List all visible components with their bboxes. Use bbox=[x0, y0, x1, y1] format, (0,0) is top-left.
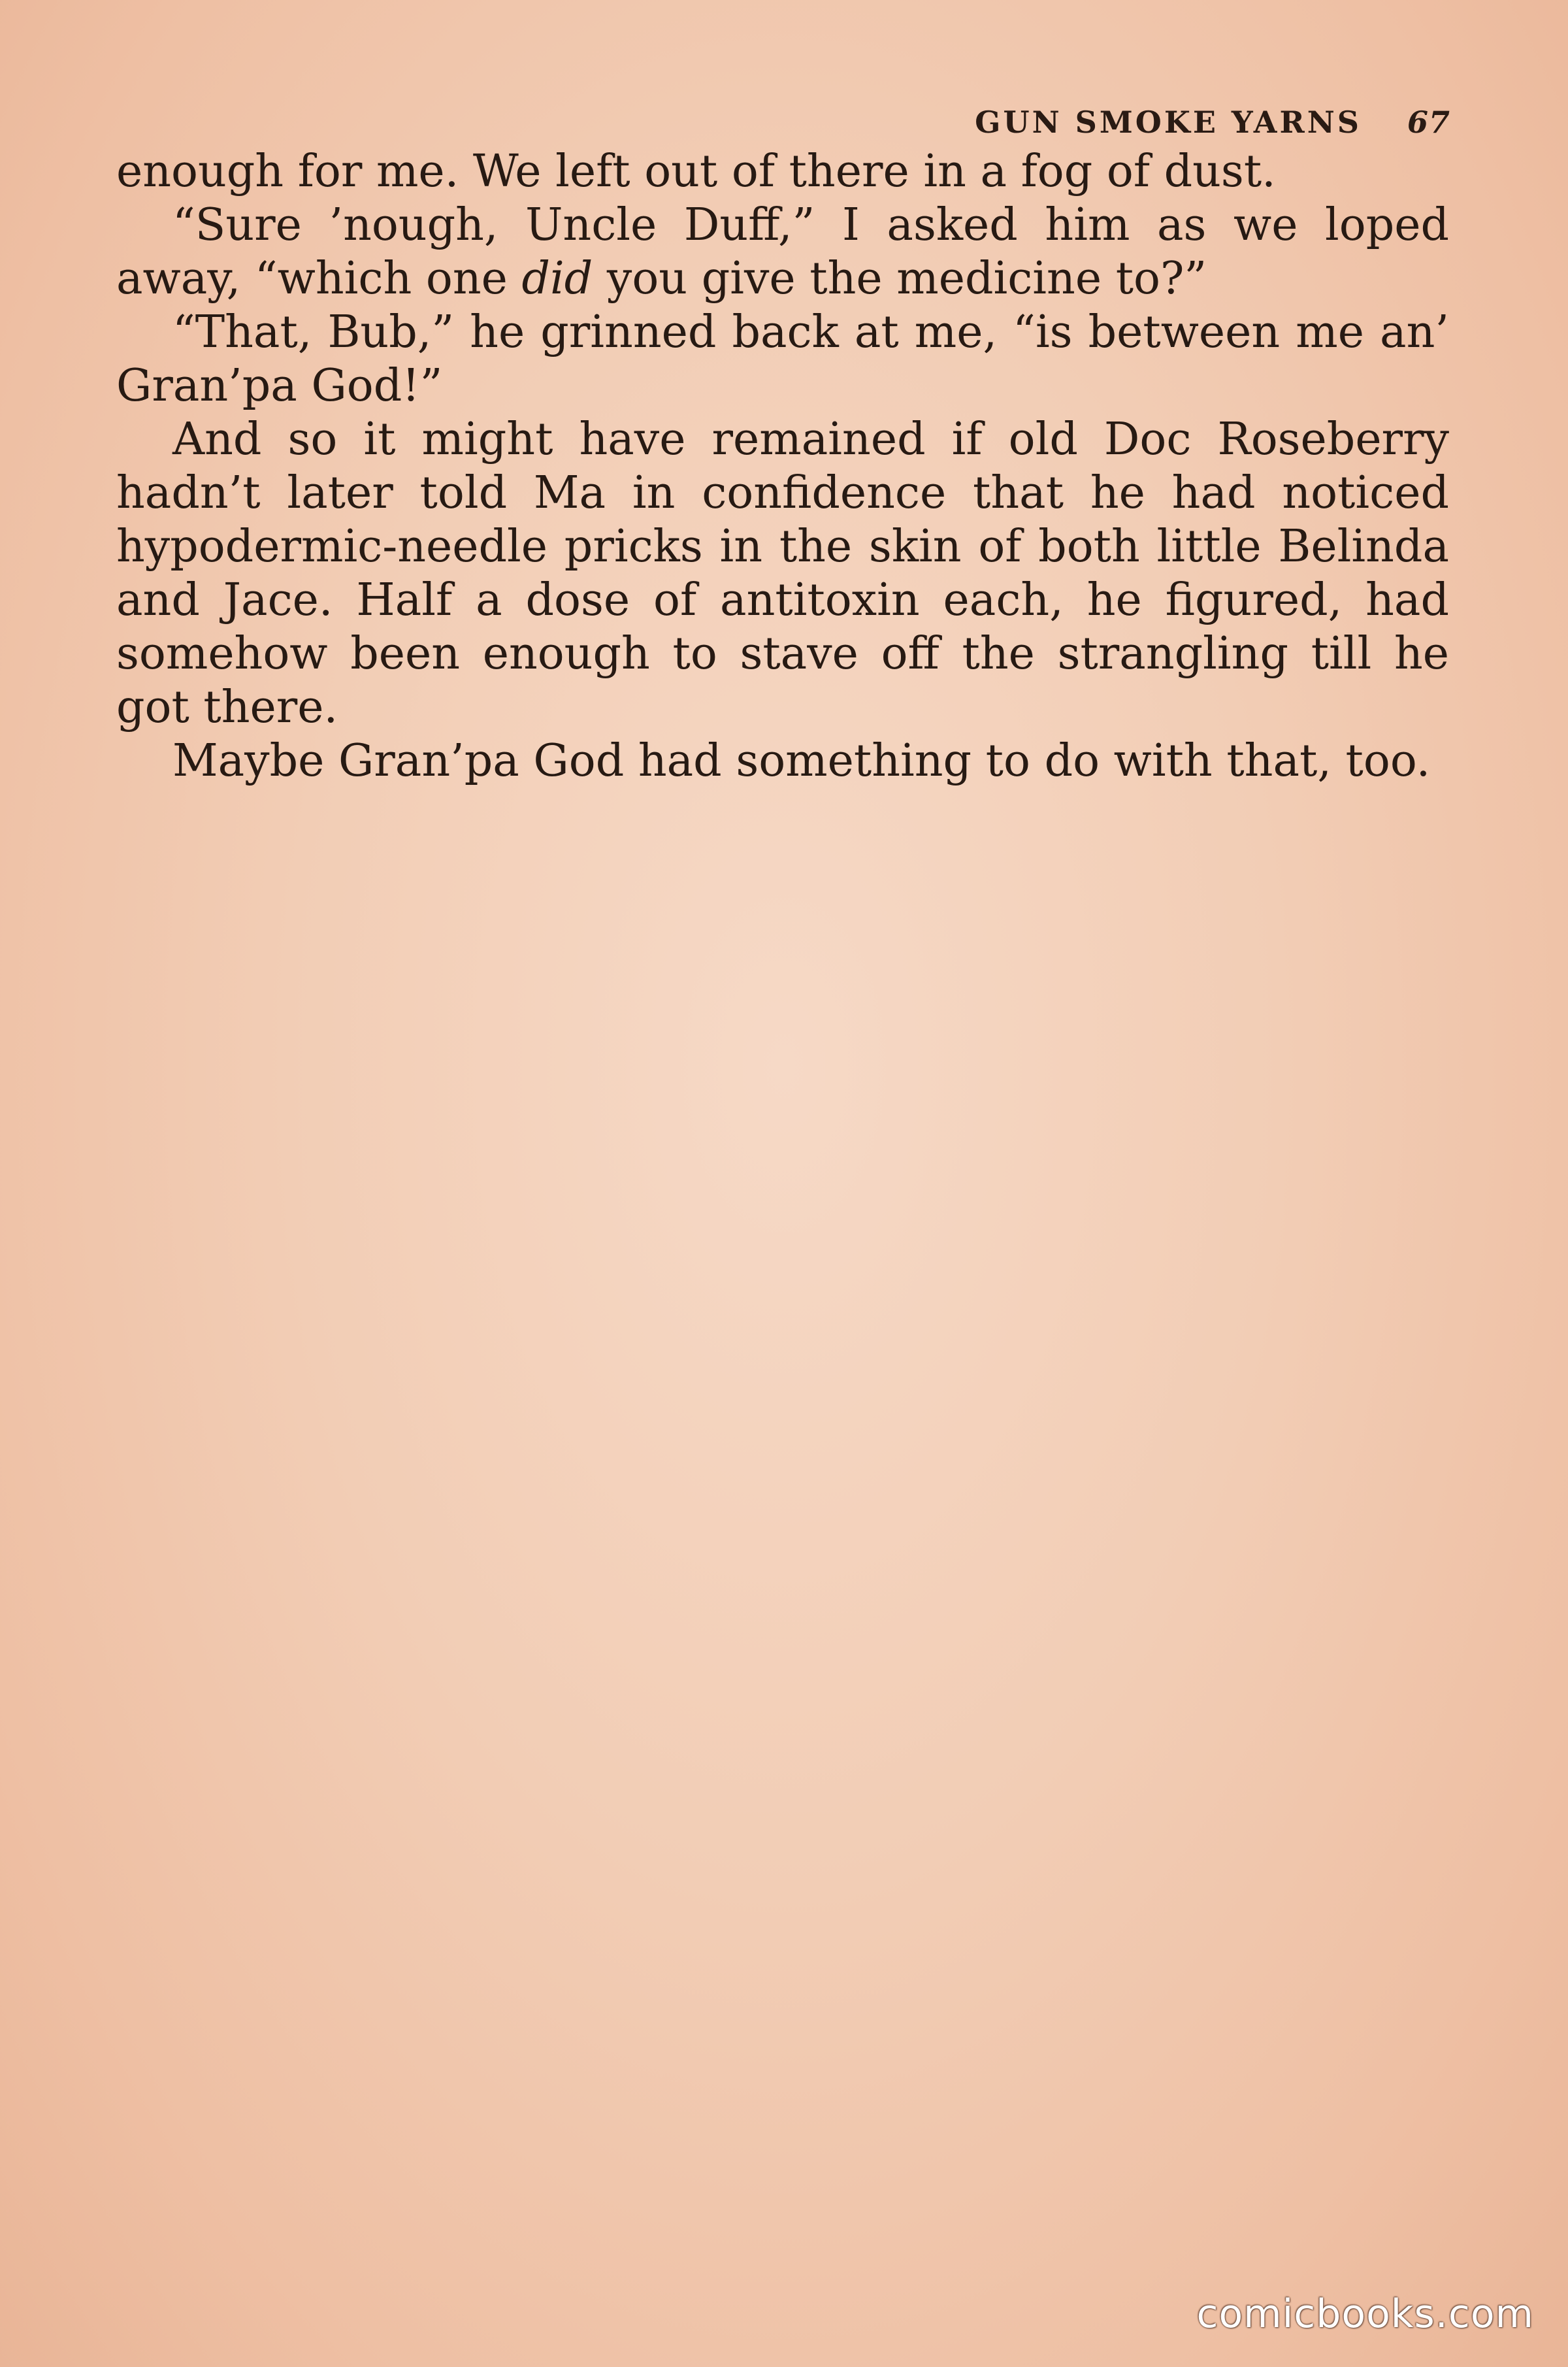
paragraph-4: And so it might have remained if old Doc Roseberry hadn’t later told Ma in confidence that he had noticed hypodermic-needle pricks in the skin of both little Belinda and Jace. Half a dose of antitoxin each, he figured, had somehow been enough to stave off the strangling till he got there. bbox=[116, 414, 1449, 733]
page-number: 67 bbox=[1407, 105, 1450, 140]
paragraph-2-start: “Sure ’nough, Uncle Duff,” I asked him as we loped away, “which one bbox=[116, 199, 1449, 305]
running-head-title: GUN SMOKE YARNS bbox=[975, 105, 1362, 140]
paragraph-3: “That, Bub,” he grinned back at me, “is between me an’ Gran’pa God!” bbox=[116, 306, 1449, 412]
paragraph-2-emphasis: did bbox=[521, 253, 593, 305]
running-head bbox=[895, 105, 1450, 144]
paragraph-5: Maybe Gran’pa God had something to do with that, too. bbox=[172, 735, 1431, 787]
body-text bbox=[116, 145, 1449, 788]
paragraph-2 bbox=[116, 199, 1449, 306]
paragraph-1: enough for me. We left out of there in a fog of dust. bbox=[116, 146, 1276, 197]
watermark-text: comicbooks.com bbox=[1196, 2291, 1534, 2337]
paragraph-2-end: you give the medicine to?” bbox=[593, 253, 1207, 305]
